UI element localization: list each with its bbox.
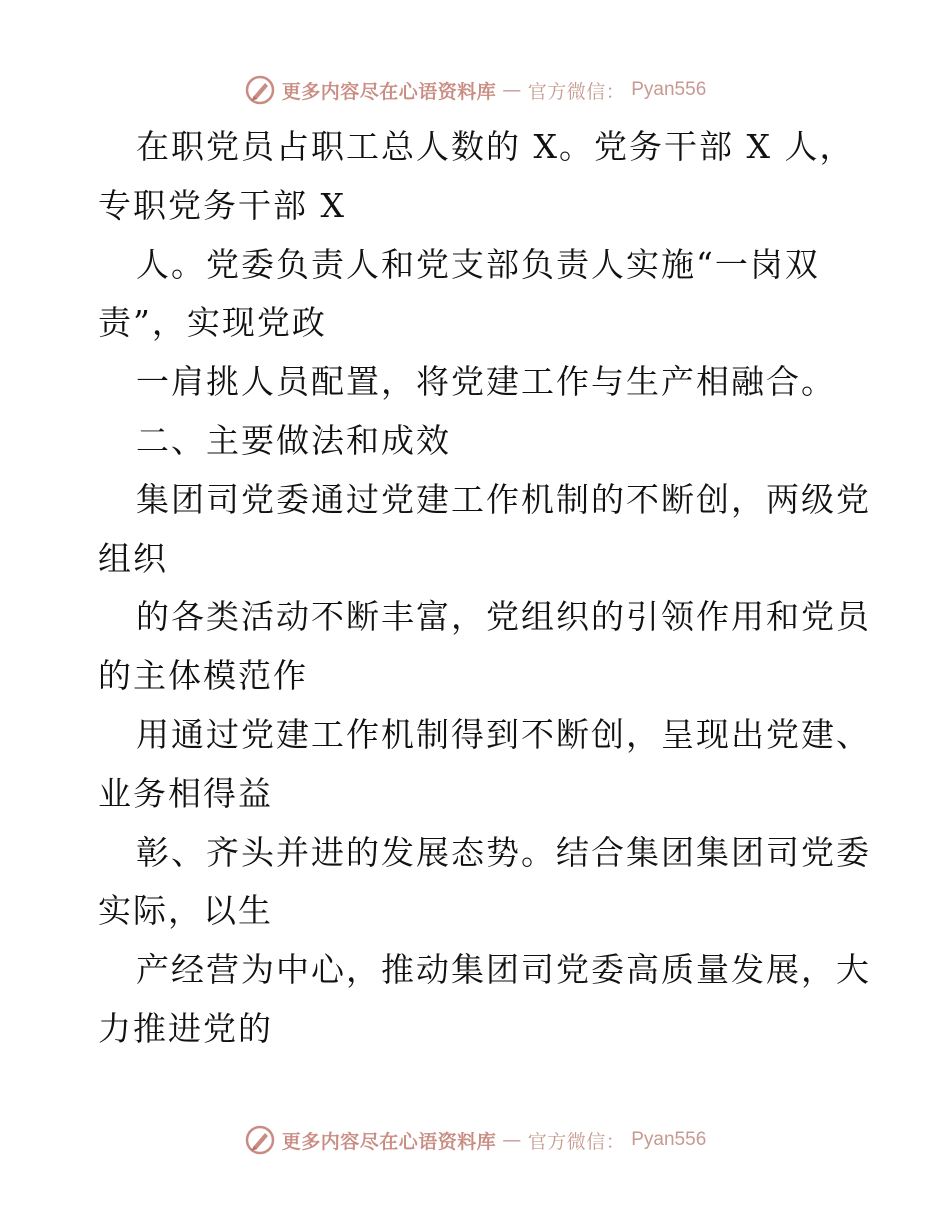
watermark-brand: 更多内容尽在心语资料库 [281, 80, 497, 103]
body-line: 责”，实现党政 [98, 303, 327, 343]
body-line: 在职党员占职工总人数的 X。党务干部 X 人， [136, 127, 855, 166]
footer-watermark [0, 1120, 950, 1160]
body-line: 组织 [98, 538, 168, 578]
body-line: 力推进党的 [98, 1008, 273, 1048]
watermark-separator: — [502, 79, 522, 101]
section-heading: 二、主要做法和成效 [136, 420, 451, 460]
watermark-suffix: 官方微信： [527, 80, 626, 103]
body-line: 的各类活动不断丰富，党组织的引领作用和党员 [136, 597, 871, 637]
pen-logo-icon [244, 1124, 276, 1156]
watermark-suffix: 官方微信： [527, 1130, 626, 1153]
body-line: 产经营为中心，推动集团司党委高质量发展，大 [136, 950, 871, 990]
watermark-separator: — [502, 1129, 522, 1151]
watermark-brand: 更多内容尽在心语资料库 [281, 1130, 497, 1153]
watermark-account: Pyan556 [631, 79, 707, 100]
body-line: 人。党委负责人和党支部负责人实施“一岗双 [136, 244, 820, 284]
document-body [98, 118, 871, 1059]
pen-logo-icon [244, 74, 276, 106]
watermark-account: Pyan556 [631, 1129, 707, 1150]
body-line: 业务相得益 [98, 773, 273, 813]
header-watermark [0, 70, 950, 110]
body-line: 的主体模范作 [98, 656, 308, 696]
body-line: 一肩挑人员配置，将党建工作与生产相融合。 [136, 362, 836, 402]
body-line: 用通过党建工作机制得到不断创，呈现出党建、 [136, 714, 871, 754]
body-line: 实际，以生 [98, 891, 273, 931]
body-line: 彰、齐头并进的发展态势。结合集团集团司党委 [136, 832, 871, 872]
body-line: 集团司党委通过党建工作机制的不断创，两级党 [136, 479, 871, 519]
body-line: 专职党务干部 X [98, 185, 346, 225]
